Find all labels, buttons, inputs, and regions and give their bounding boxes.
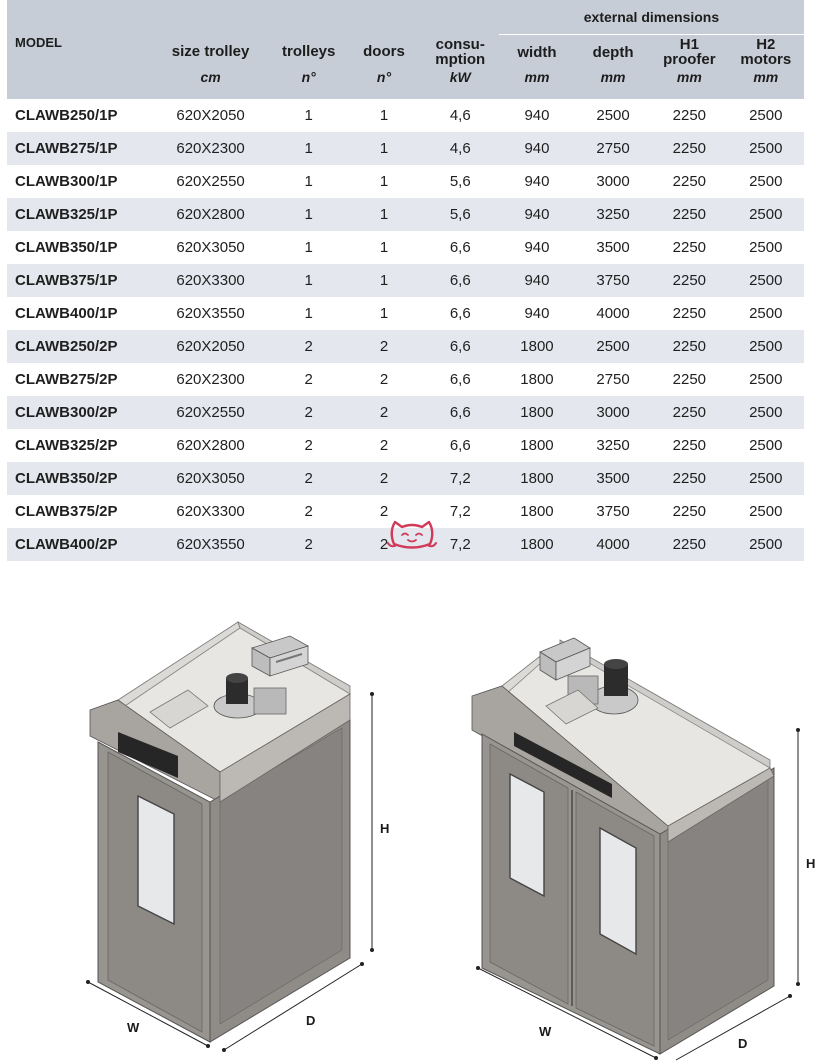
right-height-label: H	[806, 856, 816, 871]
cell-trolleys: 2	[304, 437, 313, 454]
cell-width: 940	[524, 107, 550, 124]
cell-trolleys: 2	[304, 503, 313, 520]
cell-doors: 1	[379, 107, 389, 124]
cell-kw: 6,6	[422, 264, 499, 297]
cell-width: 1800	[499, 462, 575, 495]
cell-depth: 2750	[575, 132, 651, 165]
cell-trolleys: 1	[304, 305, 313, 322]
right-width-label: W	[539, 1024, 552, 1039]
table-row	[7, 198, 804, 231]
cell-doors: 1	[379, 173, 389, 190]
cell-doors: 1	[379, 239, 389, 256]
cell-model: CLAWB275/2P	[15, 371, 118, 388]
cell-kw: 6,6	[449, 371, 471, 388]
cell-size: 620X3050	[150, 462, 271, 495]
cell-trolleys: 2	[271, 462, 346, 495]
cell-h1: 2250	[672, 503, 707, 520]
cell-doors: 2	[379, 437, 389, 454]
cell-kw: 6,6	[422, 330, 499, 363]
cell-doors: 2	[346, 396, 421, 429]
cat-face-icon	[386, 514, 438, 550]
cell-h2: 2500	[728, 198, 804, 231]
cell-size: 620X3300	[150, 264, 271, 297]
cell-h1: 2250	[651, 198, 727, 231]
cell-h2: 2500	[749, 503, 783, 520]
table-row	[7, 99, 804, 132]
cell-depth: 4000	[596, 305, 630, 322]
cell-model: CLAWB275/1P	[7, 132, 150, 165]
column-header-size: size trolley	[150, 35, 271, 70]
cell-trolleys: 1	[271, 132, 346, 165]
spec-table	[7, 0, 804, 561]
cell-h2: 2500	[749, 437, 783, 454]
cell-size: 620X3550	[176, 305, 245, 322]
left-width-label: W	[127, 1020, 140, 1035]
cell-trolleys: 2	[271, 396, 346, 429]
cell-width: 940	[524, 305, 550, 322]
cell-model: CLAWB400/1P	[15, 305, 118, 322]
cell-h1: 2250	[651, 132, 727, 165]
table-row	[7, 165, 804, 198]
cell-h2: 2500	[728, 330, 804, 363]
unit-depth: mm	[575, 69, 651, 99]
external-dimensions-header: external dimensions	[499, 0, 804, 35]
cell-doors: 2	[346, 462, 421, 495]
cell-depth: 2500	[575, 330, 651, 363]
cell-size: 620X2300	[176, 371, 245, 388]
cell-kw: 6,6	[449, 437, 471, 454]
cell-doors: 2	[346, 330, 421, 363]
cell-kw: 5,6	[449, 173, 471, 190]
unit-h1: mm	[651, 69, 727, 99]
cell-depth: 3250	[575, 198, 651, 231]
unit-kw: kW	[422, 69, 499, 99]
cell-depth: 3250	[596, 437, 630, 454]
cell-depth: 3000	[575, 396, 651, 429]
cell-trolleys: 1	[304, 173, 313, 190]
cell-doors: 1	[346, 198, 421, 231]
table-row	[7, 462, 804, 495]
cell-h2: 2500	[749, 239, 783, 256]
cell-width: 1800	[499, 330, 575, 363]
cell-model: CLAWB325/2P	[15, 437, 118, 454]
column-header-depth: depth	[575, 35, 651, 70]
table-row	[7, 264, 804, 297]
cell-h1: 2250	[651, 264, 727, 297]
cell-depth: 2500	[596, 107, 630, 124]
cell-doors: 2	[346, 528, 421, 561]
cell-model: CLAWB375/2P	[15, 503, 118, 520]
cell-width: 940	[524, 173, 550, 190]
cell-size: 620X2300	[150, 132, 271, 165]
table-row	[7, 330, 804, 363]
cell-h1: 2250	[672, 305, 707, 322]
column-header-width: width	[499, 35, 575, 70]
cell-model: CLAWB300/2P	[7, 396, 150, 429]
cell-depth: 2750	[596, 371, 630, 388]
cell-doors: 2	[379, 371, 389, 388]
cell-size: 620X3550	[150, 528, 271, 561]
cell-depth: 3750	[575, 264, 651, 297]
column-header-trolleys: trolleys	[271, 35, 346, 70]
cell-size: 620X2800	[176, 437, 245, 454]
column-header-h1: H1 proofer	[651, 35, 727, 70]
table-row	[7, 363, 804, 396]
table-row	[7, 132, 804, 165]
cell-h2: 2500	[728, 264, 804, 297]
cell-h2: 2500	[749, 107, 783, 124]
cell-size: 620X2550	[150, 396, 271, 429]
unit-size: cm	[150, 69, 271, 99]
cell-h2: 2500	[749, 173, 783, 190]
cell-kw: 4,6	[422, 132, 499, 165]
right-depth-label: D	[738, 1036, 748, 1051]
cell-h1: 2250	[651, 396, 727, 429]
cell-h1: 2250	[672, 239, 707, 256]
cell-model: CLAWB400/2P	[7, 528, 150, 561]
cell-h2: 2500	[728, 462, 804, 495]
cell-size: 620X2050	[176, 107, 245, 124]
table-row	[7, 231, 804, 264]
double-door-cabinet-drawing	[472, 638, 815, 1060]
cell-doors: 2	[379, 503, 389, 520]
table-row	[7, 297, 804, 330]
table-row	[7, 396, 804, 429]
column-header-kw: consu- mption	[422, 35, 499, 70]
unit-h2: mm	[728, 69, 804, 99]
cell-kw: 7,2	[422, 528, 499, 561]
cell-h2: 2500	[728, 528, 804, 561]
cell-h1: 2250	[651, 462, 727, 495]
cell-model: CLAWB350/1P	[15, 239, 118, 256]
cell-width: 1800	[520, 371, 554, 388]
cell-trolleys: 2	[271, 330, 346, 363]
cell-model: CLAWB300/1P	[15, 173, 118, 190]
single-door-cabinet-drawing	[86, 622, 389, 1052]
cell-size: 620X2800	[150, 198, 271, 231]
cell-depth: 3500	[596, 239, 630, 256]
left-height-label: H	[380, 821, 390, 836]
product-drawings	[0, 590, 824, 1064]
cell-h1: 2250	[651, 330, 727, 363]
cell-kw: 6,6	[449, 305, 471, 322]
cell-trolleys: 2	[304, 371, 313, 388]
column-header-h2: H2 motors	[728, 35, 804, 70]
cell-kw: 7,2	[449, 503, 471, 520]
cell-model: CLAWB250/2P	[7, 330, 150, 363]
cell-trolleys: 1	[304, 107, 313, 124]
cell-h1: 2250	[672, 107, 707, 124]
cell-trolleys: 2	[271, 528, 346, 561]
cell-depth: 3000	[596, 173, 630, 190]
cell-width: 1800	[499, 528, 575, 561]
cell-kw: 6,6	[422, 396, 499, 429]
cell-h1: 2250	[672, 371, 707, 388]
table-body	[7, 99, 804, 561]
unit-doors: n°	[346, 69, 421, 99]
left-depth-label: D	[306, 1013, 316, 1028]
cell-kw: 6,6	[449, 239, 471, 256]
cell-h2: 2500	[728, 132, 804, 165]
cell-model: CLAWB375/1P	[7, 264, 150, 297]
cell-kw: 5,6	[422, 198, 499, 231]
column-header-row	[7, 35, 804, 70]
cell-depth: 4000	[575, 528, 651, 561]
cell-size: 620X2550	[176, 173, 245, 190]
unit-trolleys: n°	[271, 69, 346, 99]
cell-width: 940	[499, 264, 575, 297]
cell-depth: 3750	[596, 503, 630, 520]
cell-width: 1800	[520, 437, 554, 454]
table-row	[7, 429, 804, 462]
cell-size: 620X2050	[150, 330, 271, 363]
cell-model: CLAWB325/1P	[7, 198, 150, 231]
cell-trolleys: 1	[304, 239, 313, 256]
group-header-row	[7, 0, 804, 35]
cell-doors: 1	[379, 305, 389, 322]
cell-h2: 2500	[728, 396, 804, 429]
cell-doors: 1	[346, 132, 421, 165]
cell-h1: 2250	[672, 173, 707, 190]
cell-size: 620X3050	[176, 239, 245, 256]
cell-model: CLAWB250/1P	[15, 107, 118, 124]
cell-h1: 2250	[672, 437, 707, 454]
cell-kw: 7,2	[422, 462, 499, 495]
column-header-doors: doors	[346, 35, 421, 70]
cell-size: 620X3300	[176, 503, 245, 520]
cell-width: 1800	[520, 503, 554, 520]
cell-h2: 2500	[749, 305, 783, 322]
cell-trolleys: 1	[271, 264, 346, 297]
cell-h1: 2250	[651, 528, 727, 561]
cell-doors: 1	[346, 264, 421, 297]
cell-depth: 3500	[575, 462, 651, 495]
cell-model: CLAWB350/2P	[7, 462, 150, 495]
cell-kw: 4,6	[449, 107, 471, 124]
cell-width: 940	[499, 198, 575, 231]
cell-width: 940	[524, 239, 550, 256]
column-header-model: MODEL	[7, 35, 150, 100]
unit-width: mm	[499, 69, 575, 99]
cell-width: 1800	[499, 396, 575, 429]
cell-trolleys: 1	[271, 198, 346, 231]
cell-width: 940	[499, 132, 575, 165]
cell-h2: 2500	[749, 371, 783, 388]
